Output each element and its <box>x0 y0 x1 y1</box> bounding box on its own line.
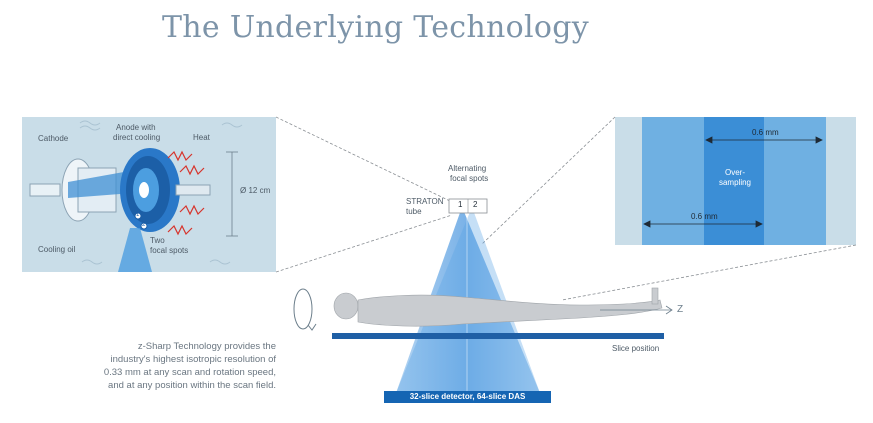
page-title: The Underlying Technology <box>162 10 589 45</box>
focal-spots-label-line2: focal spots <box>150 246 189 255</box>
focal-spots-label-line1: Two <box>150 236 165 245</box>
tube-spot-2: 2 <box>473 200 478 209</box>
heat-label: Heat <box>193 133 210 142</box>
oversampling-label-line2: sampling <box>718 178 751 187</box>
tube-spot-1: 1 <box>458 200 463 209</box>
focal-spot-2-marker: 2 <box>142 222 146 228</box>
alternating-spots-label-line2: focal spots <box>450 174 489 183</box>
z-axis-label: Z <box>677 304 684 315</box>
anode-label-line2: direct cooling <box>113 133 161 142</box>
description-text: z-Sharp Technology provides the industry's highest isotropic resolution of 0.33 mm at any scan and rotation speed, and at any position within the scan field. <box>103 341 276 391</box>
straton-label-line1: STRATON <box>406 197 444 206</box>
anode-label-line1: Anode with <box>116 123 156 132</box>
alternating-spots-label-line1: Alternating <box>448 164 487 173</box>
top-measure-label: 0.6 mm <box>752 128 779 137</box>
zoom-connector-lines <box>276 117 856 300</box>
straton-label-line2: tube <box>406 207 422 216</box>
patient-table <box>332 333 664 339</box>
oversampling-label-line1: Over- <box>725 168 745 177</box>
slice-position-label: Slice position <box>612 344 660 353</box>
cathode-label: Cathode <box>38 134 69 143</box>
detector-label: 32-slice detector, 64-slice DAS <box>384 391 551 403</box>
diameter-label: Ø 12 cm <box>240 186 271 195</box>
focal-spot-1-marker: 1 <box>136 212 140 218</box>
cooling-oil-label: Cooling oil <box>38 245 76 254</box>
bottom-measure-label: 0.6 mm <box>691 212 718 221</box>
rotation-arrow-icon <box>294 289 316 330</box>
